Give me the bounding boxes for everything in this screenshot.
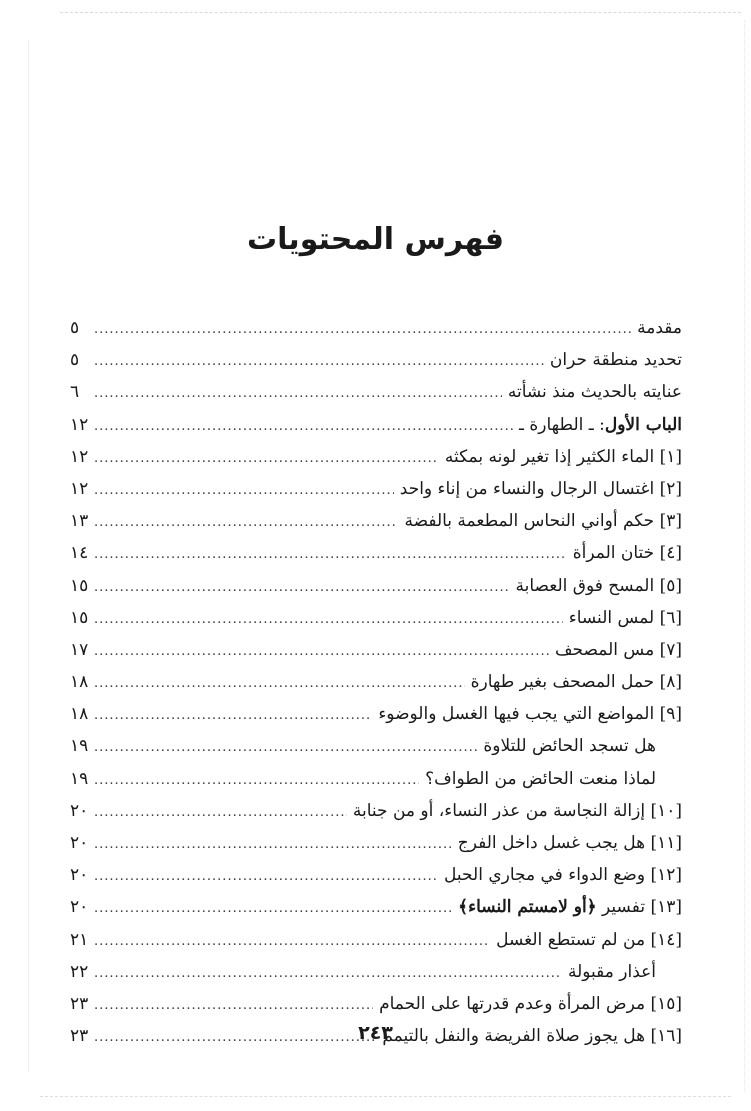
toc-entry-page: ٥ xyxy=(70,350,80,371)
toc-entry[interactable] xyxy=(70,795,682,827)
toc-entry-text: [١] الماء الكثير إذا تغير لونه بمكثه xyxy=(444,446,682,467)
toc-entry-page: ١٥ xyxy=(70,575,89,596)
dot-leader xyxy=(94,443,439,475)
toc-entry-page: ٢٠ xyxy=(70,833,89,853)
scan-edge-right xyxy=(744,20,745,1091)
dot-leader xyxy=(94,572,510,604)
toc-entry-page: ١٨ xyxy=(70,672,89,693)
toc-entry-text: [٣] حكم أواني النحاس المطعمة بالفضة xyxy=(404,511,682,532)
toc-entry[interactable] xyxy=(70,891,682,923)
scan-edge-left xyxy=(28,40,29,1071)
dot-leader xyxy=(94,378,502,410)
dot-leader xyxy=(94,604,563,636)
chapter-title: : ـ الطهارة ـ xyxy=(518,414,605,435)
quranic-quote: ﴿أو لامستم النساء﴾ xyxy=(458,897,597,918)
toc-entry-page: ١٧ xyxy=(70,639,89,660)
toc-entry-text: عنايته بالحديث منذ نشأته xyxy=(507,382,682,403)
toc-entry[interactable] xyxy=(70,537,682,569)
toc-entry-page: ٢٣ xyxy=(70,1026,89,1047)
toc-entry-text: [٧] مس المصحف xyxy=(554,639,682,660)
dot-leader xyxy=(94,765,419,797)
toc-entry[interactable] xyxy=(70,634,682,666)
toc-entry-text: [٢] اغتسال الرجال والنساء من إناء واحد xyxy=(399,478,682,499)
toc-entry-text: [٨] حمل المصحف بغير طهارة xyxy=(470,672,682,693)
toc-entry-text: [٤] ختان المرأة xyxy=(572,543,682,564)
toc-entry[interactable] xyxy=(70,924,682,956)
dot-leader xyxy=(94,636,549,668)
toc-entry[interactable] xyxy=(70,376,682,408)
toc-entry[interactable] xyxy=(70,570,682,602)
toc-entry-page: ٦ xyxy=(70,382,80,403)
dot-leader xyxy=(94,700,372,732)
page-number: ٢٤٣ xyxy=(358,1022,393,1044)
dot-leader xyxy=(94,926,490,958)
toc-entry-text: [١١] هل يجب غسل داخل الفرج xyxy=(457,833,682,853)
toc-entry-text: [٦] لمس النساء xyxy=(568,607,682,628)
dot-leader xyxy=(94,314,631,346)
toc-entry[interactable] xyxy=(70,312,682,344)
toc-entry-page: ١٩ xyxy=(70,736,89,757)
toc-entry[interactable] xyxy=(70,602,682,634)
dot-leader xyxy=(94,668,465,700)
toc-entry-page: ٢٣ xyxy=(70,993,89,1014)
toc-entry-page: ١٨ xyxy=(70,704,89,725)
toc-entry-text: [٩] المواضع التي يجب فيها الغسل والوضوء xyxy=(378,704,682,725)
toc-entry[interactable] xyxy=(70,505,682,537)
dot-leader xyxy=(94,475,394,507)
page-title: فهرس المحتويات xyxy=(247,222,504,257)
toc-entry-text: [١٠] إزالة النجاسة من عذر النساء، أو من جنابة xyxy=(352,800,682,821)
toc-entry-text xyxy=(513,409,682,441)
toc-entry-page: ١٩ xyxy=(70,768,89,789)
scan-edge-bottom xyxy=(40,1096,731,1097)
toc-entry[interactable] xyxy=(70,473,682,505)
dot-leader xyxy=(94,829,452,861)
toc-entry[interactable] xyxy=(70,988,682,1020)
toc-entry-page: ١٢ xyxy=(70,446,89,467)
toc-subentry[interactable] xyxy=(70,763,682,795)
dot-leader xyxy=(94,507,398,539)
toc-entry-text: [١٥] مرض المرأة وعدم قدرتها على الحمام xyxy=(379,993,682,1014)
toc-entry-text: هل تسجد الحائض للتلاوة xyxy=(483,736,656,757)
dot-leader xyxy=(94,346,544,378)
toc-entry-text: [١٢] وضع الدواء في مجاري الحبل xyxy=(444,865,682,886)
toc-entry-text xyxy=(452,891,682,923)
toc-chapter-heading[interactable] xyxy=(70,409,682,441)
toc-entry-page: ١٢ xyxy=(70,414,89,435)
toc-entry-page: ٢٠ xyxy=(70,897,89,918)
dot-leader xyxy=(94,539,567,571)
toc-entry-page: ٢٠ xyxy=(70,800,89,821)
toc-entry-text: [١٦] هل يجوز صلاة الفريضة والنفل بالتيمم xyxy=(382,1026,682,1047)
toc-entry-text: [١٤] من لم تستطع الغسل xyxy=(496,929,682,950)
toc-entry-text: لماذا منعت الحائض من الطواف؟ xyxy=(425,768,656,789)
dot-leader xyxy=(94,797,347,829)
toc-subentry[interactable] xyxy=(70,730,682,762)
toc-entry[interactable] xyxy=(70,859,682,891)
chapter-label: الباب الأول xyxy=(604,414,682,435)
toc-entry[interactable] xyxy=(70,827,682,859)
toc-entry-text: [٥] المسح فوق العصابة xyxy=(515,575,682,596)
toc-entry-page: ١٥ xyxy=(70,607,89,628)
toc-entry-page: ٢١ xyxy=(70,929,89,950)
toc-entry[interactable] xyxy=(70,344,682,376)
table-of-contents xyxy=(70,312,682,1052)
dot-leader xyxy=(94,990,373,1022)
toc-entry-page: ٥ xyxy=(70,318,80,338)
toc-entry-text: أعذار مقبولة xyxy=(567,961,656,982)
toc-entry[interactable] xyxy=(70,698,682,730)
scan-edge-top xyxy=(60,12,741,13)
dot-leader xyxy=(94,958,562,990)
dot-leader xyxy=(94,861,438,893)
toc-entry-page: ١٣ xyxy=(70,511,89,532)
toc-entry-page: ٢٠ xyxy=(70,865,89,886)
toc-entry-page: ١٢ xyxy=(70,478,89,499)
entry-prefix: [١٣] تفسير xyxy=(602,897,682,918)
dot-leader xyxy=(94,893,452,925)
toc-entry[interactable] xyxy=(70,666,682,698)
toc-entry-text: تحديد منطقة حران xyxy=(549,350,682,371)
toc-subentry[interactable] xyxy=(70,956,682,988)
dot-leader xyxy=(94,732,477,764)
toc-entry-text: مقدمة xyxy=(637,318,682,338)
toc-entry-page: ٢٢ xyxy=(70,961,89,982)
toc-entry[interactable] xyxy=(70,441,682,473)
toc-entry-page: ١٤ xyxy=(70,543,89,564)
dot-leader xyxy=(94,411,513,443)
